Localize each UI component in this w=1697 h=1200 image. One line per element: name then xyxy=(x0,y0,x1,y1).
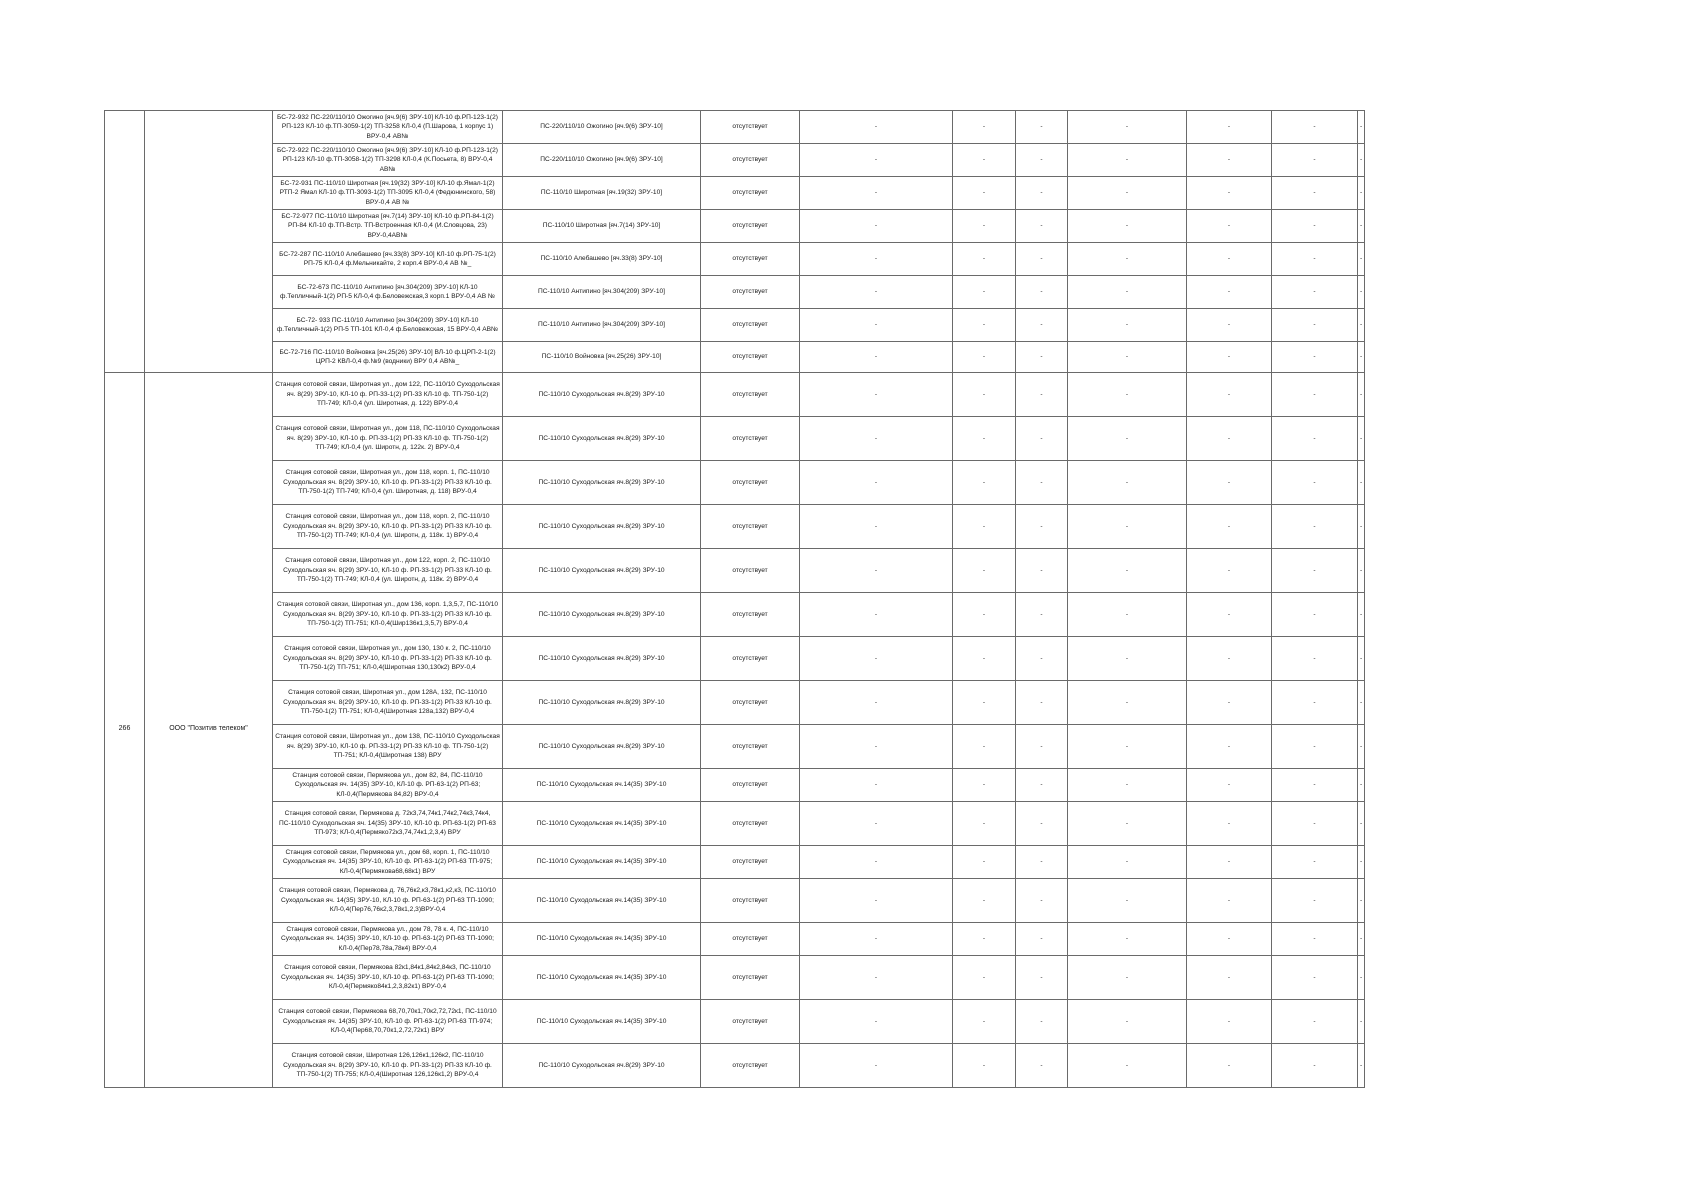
empty-value-cell: - xyxy=(1272,923,1358,956)
empty-value-cell: - xyxy=(1068,549,1187,593)
empty-value-cell: - xyxy=(1016,725,1068,769)
status-cell: отсутствует xyxy=(701,549,800,593)
empty-value-cell: - xyxy=(1068,417,1187,461)
empty-value-cell: - xyxy=(1068,111,1187,144)
empty-value-cell: - xyxy=(1016,342,1068,373)
status-cell: отсутствует xyxy=(701,243,800,276)
table-row xyxy=(105,342,1365,373)
empty-value-cell: - xyxy=(1187,549,1272,593)
empty-value-cell: - xyxy=(1187,309,1272,342)
empty-value-cell: - xyxy=(1016,505,1068,549)
empty-value-cell: - xyxy=(1187,846,1272,879)
row-number: 266 xyxy=(118,725,131,733)
object-description: Станция сотовой связи, Пермякова ул., дом 82, 84, ПС-110/10 Суходольская яч. 14(35) ЗРУ-10, КЛ-10 ф. РП-63-1(2) РП-63; КЛ-0,4(Пермякова 84,82) ВРУ-0,4 xyxy=(273,769,503,802)
empty-value-cell: - xyxy=(1068,144,1187,177)
empty-value-cell: - xyxy=(1272,769,1358,802)
empty-value-cell: - xyxy=(953,681,1016,725)
table-row xyxy=(105,846,1365,879)
organization-cell xyxy=(145,111,273,373)
empty-value-cell: - xyxy=(1016,210,1068,243)
power-center: ПС-220/110/10 Ожогино [яч.9(6) ЗРУ-10] xyxy=(503,144,701,177)
empty-value-cell: - xyxy=(953,923,1016,956)
table-row xyxy=(105,681,1365,725)
empty-value-cell: - xyxy=(1016,417,1068,461)
empty-value-cell: - xyxy=(1068,637,1187,681)
empty-value-cell: - xyxy=(1272,342,1358,373)
empty-value-cell: - xyxy=(1358,417,1365,461)
empty-value-cell: - xyxy=(953,637,1016,681)
empty-value-cell: - xyxy=(1016,802,1068,846)
object-description: Станция сотовой связи, Широтная ул., дом 138, ПС-110/10 Суходольская яч. 8(29) ЗРУ-10, КЛ-10 ф. РП-33-1(2) РП-33 КЛ-10 ф. ТП-750-1(2) ТП-751; КЛ-0,4(Широтная 138) ВРУ xyxy=(273,725,503,769)
empty-value-cell: - xyxy=(800,461,953,505)
power-center: ПС-110/10 Суходольская яч.14(35) ЗРУ-10 xyxy=(503,923,701,956)
empty-value-cell: - xyxy=(1016,373,1068,417)
table-row xyxy=(105,637,1365,681)
empty-value-cell: - xyxy=(1358,505,1365,549)
empty-value-cell: - xyxy=(1358,1044,1365,1088)
empty-value-cell: - xyxy=(1068,769,1187,802)
power-center: ПС-110/10 Суходольская яч.8(29) ЗРУ-10 xyxy=(503,417,701,461)
empty-value-cell: - xyxy=(953,417,1016,461)
empty-value-cell: - xyxy=(1358,725,1365,769)
power-center: ПС-110/10 Широтная [яч.7(14) ЗРУ-10] xyxy=(503,210,701,243)
power-center: ПС-110/10 Суходольская яч.14(35) ЗРУ-10 xyxy=(503,1000,701,1044)
empty-value-cell: - xyxy=(1272,1000,1358,1044)
empty-value-cell: - xyxy=(1068,276,1187,309)
object-description: Станция сотовой связи, Пермякова ул., дом 68, корп. 1, ПС-110/10 Суходольская яч. 14(35) ЗРУ-10, КЛ-10 ф. РП-63-1(2) РП-63 ТП-975; КЛ-0,4(Пермякова68,68к1) ВРУ xyxy=(273,846,503,879)
empty-value-cell: - xyxy=(1068,210,1187,243)
empty-value-cell: - xyxy=(1068,956,1187,1000)
empty-value-cell: - xyxy=(1016,769,1068,802)
empty-value-cell: - xyxy=(953,144,1016,177)
empty-value-cell: - xyxy=(1016,111,1068,144)
object-description: БС-72-922 ПС-220/110/10 Ожогино [яч.9(6) ЗРУ-10] КЛ-10 ф.РП-123-1(2) РП-123 КЛ-10 ф.ТП-3058-1(2) ТП-3298 КЛ-0,4 (К.Посьета, 8) ВРУ-0,4 АВ№ xyxy=(273,144,503,177)
empty-value-cell: - xyxy=(953,373,1016,417)
object-description: БС-72- 933 ПС-110/10 Антипино [яч.304(209) ЗРУ-10] КЛ-10 ф.Тепличный-1(2) РП-5 ТП-101 КЛ-0,4 ф.Беловежская, 15 ВРУ-0,4 АВ№ xyxy=(273,309,503,342)
table-body xyxy=(105,111,1365,1088)
power-center: ПС-110/10 Суходольская яч.8(29) ЗРУ-10 xyxy=(503,725,701,769)
object-description: Станция сотовой связи, Широтная ул., дом 122, корп. 2, ПС-110/10 Суходольская яч. 8(29) ЗРУ-10, КЛ-10 ф. РП-33-1(2) РП-33 КЛ-10 ф. ТП-750-1(2) ТП-749; КЛ-0,4 (ул. Широтн, д. 118к. 2) ВРУ-0,4 xyxy=(273,549,503,593)
empty-value-cell: - xyxy=(1016,144,1068,177)
status-cell: отсутствует xyxy=(701,956,800,1000)
power-center: ПС-110/10 Суходольская яч.8(29) ЗРУ-10 xyxy=(503,461,701,505)
empty-value-cell: - xyxy=(1016,1044,1068,1088)
empty-value-cell: - xyxy=(953,802,1016,846)
empty-value-cell: - xyxy=(1068,846,1187,879)
empty-value-cell: - xyxy=(1068,593,1187,637)
empty-value-cell: - xyxy=(800,769,953,802)
empty-value-cell: - xyxy=(953,956,1016,1000)
table-row xyxy=(105,177,1365,210)
status-cell: отсутствует xyxy=(701,276,800,309)
power-center: ПС-110/10 Алебашево [яч.33(8) ЗРУ-10] xyxy=(503,243,701,276)
empty-value-cell: - xyxy=(800,593,953,637)
empty-value-cell: - xyxy=(1016,177,1068,210)
object-description: Станция сотовой связи, Пермякова ул., дом 78, 78 к. 4, ПС-110/10 Суходольская яч. 14(35) ЗРУ-10, КЛ-10 ф. РП-63-1(2) РП-63 ТП-1090; КЛ-0,4(Пер78,78а,78к4) ВРУ-0,4 xyxy=(273,923,503,956)
empty-value-cell: - xyxy=(953,846,1016,879)
empty-value-cell: - xyxy=(1272,309,1358,342)
status-cell: отсутствует xyxy=(701,461,800,505)
empty-value-cell: - xyxy=(953,505,1016,549)
empty-value-cell: - xyxy=(1358,111,1365,144)
empty-value-cell: - xyxy=(800,549,953,593)
object-description: БС-72-931 ПС-110/10 Широтная [яч.19(32) ЗРУ-10] КЛ-10 ф.Ямал-1(2) РТП-2 Ямал КЛ-10 ф.ТП-3093-1(2) ТП-3095 КЛ-0,4 (Федюнинского, 58) ВРУ-0,4 АВ № xyxy=(273,177,503,210)
empty-value-cell: - xyxy=(1016,593,1068,637)
empty-value-cell: - xyxy=(1187,956,1272,1000)
status-cell: отсутствует xyxy=(701,1044,800,1088)
empty-value-cell: - xyxy=(953,549,1016,593)
empty-value-cell: - xyxy=(800,505,953,549)
empty-value-cell: - xyxy=(1068,373,1187,417)
empty-value-cell: - xyxy=(1272,549,1358,593)
status-cell: отсутствует xyxy=(701,802,800,846)
empty-value-cell: - xyxy=(1187,111,1272,144)
table-row xyxy=(105,144,1365,177)
status-cell: отсутствует xyxy=(701,210,800,243)
power-center: ПС-110/10 Суходольская яч.8(29) ЗРУ-10 xyxy=(503,1044,701,1088)
empty-value-cell: - xyxy=(1358,802,1365,846)
empty-value-cell: - xyxy=(800,956,953,1000)
empty-value-cell: - xyxy=(1016,637,1068,681)
empty-value-cell: - xyxy=(1187,461,1272,505)
object-description: Станция сотовой связи, Широтная ул., дом 118, корп. 1, ПС-110/10 Суходольская яч. 8(29) ЗРУ-10, КЛ-10 ф. РП-33-1(2) РП-33 КЛ-10 ф. ТП-750-1(2) ТП-749; КЛ-0,4 (ул. Широтная, д. 118) ВРУ-0,4 xyxy=(273,461,503,505)
table-row xyxy=(105,802,1365,846)
table-row xyxy=(105,243,1365,276)
empty-value-cell: - xyxy=(1187,144,1272,177)
empty-value-cell: - xyxy=(953,593,1016,637)
object-description: Станция сотовой связи, Широтная ул., дом 122, ПС-110/10 Суходольская яч. 8(29) ЗРУ-10, КЛ-10 ф. РП-33-1(2) РП-33 КЛ-10 ф. ТП-750-1(2) ТП-749; КЛ-0,4 (ул. Широтная, д. 122) ВРУ-0,4 xyxy=(273,373,503,417)
object-description: Станция сотовой связи, Широтная ул., дом 130, 130 к. 2, ПС-110/10 Суходольская яч. 8(29) ЗРУ-10, КЛ-10 ф. РП-33-1(2) РП-33 КЛ-10 ф. ТП-750-1(2) ТП-751; КЛ-0,4(Широтная 130,130к2) ВРУ-0,4 xyxy=(273,637,503,681)
power-center: ПС-110/10 Антипино [яч.304(209) ЗРУ-10] xyxy=(503,309,701,342)
empty-value-cell: - xyxy=(1187,342,1272,373)
empty-value-cell: - xyxy=(1358,549,1365,593)
power-center: ПС-220/110/10 Ожогино [яч.9(6) ЗРУ-10] xyxy=(503,111,701,144)
status-cell: отсутствует xyxy=(701,373,800,417)
empty-value-cell: - xyxy=(953,1044,1016,1088)
data-table xyxy=(104,110,1365,1088)
empty-value-cell: - xyxy=(1358,309,1365,342)
table-row xyxy=(105,210,1365,243)
object-description: БС-72-716 ПС-110/10 Войновка [яч.25(26) ЗРУ-10] ВЛ-10 ф.ЦРП-2-1(2) ЦРП-2 КВЛ-0,4 ф.№9 (водники) ВРУ 0,4 АВ№_ xyxy=(273,342,503,373)
empty-value-cell: - xyxy=(1187,725,1272,769)
empty-value-cell: - xyxy=(1272,1044,1358,1088)
empty-value-cell: - xyxy=(1272,725,1358,769)
object-description: Станция сотовой связи, Пермякова 82к1,84к1,84к2,84к3, ПС-110/10 Суходольская яч. 14(35) ЗРУ-10, КЛ-10 ф. РП-63-1(2) РП-63 ТП-1090; КЛ-0,4(Пермяко84к1,2,3,82к1) ВРУ-0,4 xyxy=(273,956,503,1000)
empty-value-cell: - xyxy=(1068,461,1187,505)
empty-value-cell: - xyxy=(1272,144,1358,177)
empty-value-cell: - xyxy=(1358,956,1365,1000)
empty-value-cell: - xyxy=(1068,725,1187,769)
empty-value-cell: - xyxy=(1068,342,1187,373)
empty-value-cell: - xyxy=(1016,243,1068,276)
table-row xyxy=(105,417,1365,461)
status-cell: отсутствует xyxy=(701,309,800,342)
table-row xyxy=(105,373,1365,417)
power-center: ПС-110/10 Суходольская яч.8(29) ЗРУ-10 xyxy=(503,681,701,725)
object-description: Станция сотовой связи, Пермякова д. 72к3,74,74к1,74к2,74к3,74к4, ПС-110/10 Суходольская яч. 14(35) ЗРУ-10, КЛ-10 ф. РП-63-1(2) РП-63 ТП-973; КЛ-0,4(Пермяко72к3,74,74к1,2,3,4) ВРУ xyxy=(273,802,503,846)
empty-value-cell: - xyxy=(1272,373,1358,417)
power-center: ПС-110/10 Суходольская яч.8(29) ЗРУ-10 xyxy=(503,373,701,417)
empty-value-cell: - xyxy=(1272,177,1358,210)
status-cell: отсутствует xyxy=(701,593,800,637)
empty-value-cell: - xyxy=(1272,210,1358,243)
empty-value-cell: - xyxy=(953,276,1016,309)
status-cell: отсутствует xyxy=(701,846,800,879)
empty-value-cell: - xyxy=(800,243,953,276)
power-center: ПС-110/10 Суходольская яч.14(35) ЗРУ-10 xyxy=(503,879,701,923)
empty-value-cell: - xyxy=(1187,681,1272,725)
empty-value-cell: - xyxy=(953,879,1016,923)
table-row xyxy=(105,111,1365,144)
object-description: Станция сотовой связи, Пермякова 68,70,70к1,70к2,72,72к1, ПС-110/10 Суходольская яч. 14(35) ЗРУ-10, КЛ-10 ф. РП-63-1(2) РП-63 ТП-974; КЛ-0,4(Пер68,70,70к1,2,72,72к1) ВРУ xyxy=(273,1000,503,1044)
table-row xyxy=(105,461,1365,505)
empty-value-cell: - xyxy=(953,461,1016,505)
power-center: ПС-110/10 Суходольская яч.8(29) ЗРУ-10 xyxy=(503,505,701,549)
status-cell: отсутствует xyxy=(701,111,800,144)
empty-value-cell: - xyxy=(1358,144,1365,177)
empty-value-cell: - xyxy=(1187,802,1272,846)
empty-value-cell: - xyxy=(1187,276,1272,309)
empty-value-cell: - xyxy=(1187,243,1272,276)
empty-value-cell: - xyxy=(1272,593,1358,637)
empty-value-cell: - xyxy=(1272,417,1358,461)
empty-value-cell: - xyxy=(1016,309,1068,342)
empty-value-cell: - xyxy=(800,111,953,144)
status-cell: отсутствует xyxy=(701,417,800,461)
power-center: ПС-110/10 Суходольская яч.8(29) ЗРУ-10 xyxy=(503,637,701,681)
power-center: ПС-110/10 Суходольская яч.14(35) ЗРУ-10 xyxy=(503,769,701,802)
empty-value-cell: - xyxy=(1272,505,1358,549)
empty-value-cell: - xyxy=(1187,177,1272,210)
object-description: Станция сотовой связи, Широтная 126,126к1,126к2, ПС-110/10 Суходольская яч. 8(29) ЗРУ-10, КЛ-10 ф. РП-33-1(2) РП-33 КЛ-10 ф. ТП-750-1(2) ТП-755; КЛ-0,4(Широтная 126,126к1,2) ВРУ-0,4 xyxy=(273,1044,503,1088)
empty-value-cell: - xyxy=(1068,1044,1187,1088)
power-center: ПС-110/10 Широтная [яч.19(32) ЗРУ-10] xyxy=(503,177,701,210)
empty-value-cell: - xyxy=(1068,923,1187,956)
power-center: ПС-110/10 Войновка [яч.25(26) ЗРУ-10] xyxy=(503,342,701,373)
empty-value-cell: - xyxy=(800,1000,953,1044)
empty-value-cell: - xyxy=(1358,276,1365,309)
empty-value-cell: - xyxy=(800,417,953,461)
empty-value-cell: - xyxy=(1016,461,1068,505)
table-row xyxy=(105,879,1365,923)
empty-value-cell: - xyxy=(1068,177,1187,210)
empty-value-cell: - xyxy=(1358,210,1365,243)
empty-value-cell: - xyxy=(800,879,953,923)
object-description: Станция сотовой связи, Широтная ул., дом 118, корп. 2, ПС-110/10 Суходольская яч. 8(29) ЗРУ-10, КЛ-10 ф. РП-33-1(2) РП-33 КЛ-10 ф. ТП-750-1(2) ТП-749; КЛ-0,4 (ул. Широтн, д. 118к. 1) ВРУ-0,4 xyxy=(273,505,503,549)
empty-value-cell: - xyxy=(953,769,1016,802)
empty-value-cell: - xyxy=(1187,769,1272,802)
empty-value-cell: - xyxy=(1272,802,1358,846)
table-row xyxy=(105,309,1365,342)
empty-value-cell: - xyxy=(800,802,953,846)
empty-value-cell: - xyxy=(1187,417,1272,461)
table-row xyxy=(105,1044,1365,1088)
empty-value-cell: - xyxy=(1358,177,1365,210)
empty-value-cell: - xyxy=(1272,879,1358,923)
empty-value-cell: - xyxy=(1068,309,1187,342)
empty-value-cell: - xyxy=(1358,593,1365,637)
empty-value-cell: - xyxy=(800,373,953,417)
empty-value-cell: - xyxy=(1187,879,1272,923)
status-cell: отсутствует xyxy=(701,342,800,373)
power-center: ПС-110/10 Суходольская яч.8(29) ЗРУ-10 xyxy=(503,549,701,593)
power-center: ПС-110/10 Антипино [яч.304(209) ЗРУ-10] xyxy=(503,276,701,309)
empty-value-cell: - xyxy=(800,923,953,956)
empty-value-cell: - xyxy=(800,637,953,681)
empty-value-cell: - xyxy=(1016,681,1068,725)
object-description: Станция сотовой связи, Широтная ул., дом 118, ПС-110/10 Суходольская яч. 8(29) ЗРУ-10, КЛ-10 ф. РП-33-1(2) РП-33 КЛ-10 ф. ТП-750-1(2) ТП-749; КЛ-0,4 (ул. Широтн, д. 122к. 2) ВРУ-0,4 xyxy=(273,417,503,461)
empty-value-cell: - xyxy=(1358,769,1365,802)
empty-value-cell: - xyxy=(1358,1000,1365,1044)
empty-value-cell: - xyxy=(1187,923,1272,956)
empty-value-cell: - xyxy=(1068,802,1187,846)
table-row xyxy=(105,549,1365,593)
empty-value-cell: - xyxy=(800,1044,953,1088)
empty-value-cell: - xyxy=(800,210,953,243)
empty-value-cell: - xyxy=(1358,846,1365,879)
empty-value-cell: - xyxy=(953,177,1016,210)
status-cell: отсутствует xyxy=(701,725,800,769)
empty-value-cell: - xyxy=(1358,243,1365,276)
object-description: БС-72-287 ПС-110/10 Алебашево [яч.33(8) ЗРУ-10] КЛ-10 ф.РП-75-1(2) РП-75 КЛ-0,4 ф.Мельникайте, 2 корп.4 ВРУ-0,4 АВ №_ xyxy=(273,243,503,276)
empty-value-cell: - xyxy=(800,144,953,177)
table-row xyxy=(105,1000,1365,1044)
empty-value-cell: - xyxy=(953,243,1016,276)
row-number-cell xyxy=(105,111,145,373)
empty-value-cell: - xyxy=(1068,1000,1187,1044)
empty-value-cell: - xyxy=(1016,1000,1068,1044)
status-cell: отсутствует xyxy=(701,923,800,956)
status-cell: отсутствует xyxy=(701,144,800,177)
status-cell: отсутствует xyxy=(701,769,800,802)
empty-value-cell: - xyxy=(1358,923,1365,956)
empty-value-cell: - xyxy=(1272,846,1358,879)
table-row xyxy=(105,769,1365,802)
empty-value-cell: - xyxy=(1187,637,1272,681)
empty-value-cell: - xyxy=(1358,342,1365,373)
empty-value-cell: - xyxy=(1272,111,1358,144)
empty-value-cell: - xyxy=(1068,505,1187,549)
empty-value-cell: - xyxy=(1272,681,1358,725)
empty-value-cell: - xyxy=(1272,637,1358,681)
power-center: ПС-110/10 Суходольская яч.8(29) ЗРУ-10 xyxy=(503,593,701,637)
status-cell: отсутствует xyxy=(701,177,800,210)
empty-value-cell: - xyxy=(1068,879,1187,923)
empty-value-cell: - xyxy=(800,177,953,210)
empty-value-cell: - xyxy=(1016,879,1068,923)
empty-value-cell: - xyxy=(1187,373,1272,417)
status-cell: отсутствует xyxy=(701,505,800,549)
object-description: Станция сотовой связи, Широтная ул., дом 128А, 132, ПС-110/10 Суходольская яч. 8(29) ЗРУ-10, КЛ-10 ф. РП-33-1(2) РП-33 КЛ-10 ф. ТП-750-1(2) ТП-751; КЛ-0,4(Широтная 128а,132) ВРУ-0,4 xyxy=(273,681,503,725)
status-cell: отсутствует xyxy=(701,681,800,725)
status-cell: отсутствует xyxy=(701,1000,800,1044)
object-description: БС-72-673 ПС-110/10 Антипино [яч.304(209) ЗРУ-10] КЛ-10 ф.Тепличный-1(2) РП-5 КЛ-0,4 ф.Беловежская,3 корп.1 ВРУ-0,4 АВ № xyxy=(273,276,503,309)
power-center: ПС-110/10 Суходольская яч.14(35) ЗРУ-10 xyxy=(503,802,701,846)
object-description: Станция сотовой связи, Широтная ул., дом 136, корп. 1,3,5,7, ПС-110/10 Суходольская яч. 8(29) ЗРУ-10, КЛ-10 ф. РП-33-1(2) РП-33 КЛ-10 ф. ТП-750-1(2) ТП-751; КЛ-0,4(Шир136к1,3,5,7) ВРУ-0,4 xyxy=(273,593,503,637)
empty-value-cell: - xyxy=(1358,879,1365,923)
organization-cell xyxy=(145,373,273,1088)
empty-value-cell: - xyxy=(1016,276,1068,309)
empty-value-cell: - xyxy=(1068,243,1187,276)
empty-value-cell: - xyxy=(953,725,1016,769)
empty-value-cell: - xyxy=(1187,1044,1272,1088)
empty-value-cell: - xyxy=(1272,461,1358,505)
empty-value-cell: - xyxy=(1187,1000,1272,1044)
power-center: ПС-110/10 Суходольская яч.14(35) ЗРУ-10 xyxy=(503,846,701,879)
empty-value-cell: - xyxy=(1187,593,1272,637)
table-row xyxy=(105,276,1365,309)
object-description: БС-72-977 ПС-110/10 Широтная [яч.7(14) ЗРУ-10] КЛ-10 ф.РП-84-1(2) РП-84 КЛ-10 ф.ТП-Встр. ТП-Встроенная КЛ-0,4 (И.Словцова, 23) ВРУ-0,4АВ№ xyxy=(273,210,503,243)
empty-value-cell: - xyxy=(953,309,1016,342)
empty-value-cell: - xyxy=(1358,373,1365,417)
empty-value-cell: - xyxy=(1358,681,1365,725)
empty-value-cell: - xyxy=(800,342,953,373)
empty-value-cell: - xyxy=(800,725,953,769)
empty-value-cell: - xyxy=(953,1000,1016,1044)
empty-value-cell: - xyxy=(1272,276,1358,309)
empty-value-cell: - xyxy=(800,681,953,725)
object-description: Станция сотовой связи, Пермякова д. 76,76к2,к3,78к1,к2,к3, ПС-110/10 Суходольская яч. 14(35) ЗРУ-10, КЛ-10 ф. РП-63-1(2) РП-63 ТП-1090; КЛ-0,4(Пер76,76к2,3,78к1,2,3)ВРУ-0,4 xyxy=(273,879,503,923)
empty-value-cell: - xyxy=(953,210,1016,243)
empty-value-cell: - xyxy=(1272,956,1358,1000)
empty-value-cell: - xyxy=(1187,210,1272,243)
table-row xyxy=(105,725,1365,769)
empty-value-cell: - xyxy=(953,111,1016,144)
empty-value-cell: - xyxy=(1358,637,1365,681)
table-row xyxy=(105,505,1365,549)
empty-value-cell: - xyxy=(1016,549,1068,593)
empty-value-cell: - xyxy=(800,309,953,342)
organization-name: ООО "Позитив телеком" xyxy=(169,725,248,733)
row-number-cell xyxy=(105,373,145,1088)
empty-value-cell: - xyxy=(1068,681,1187,725)
table-row xyxy=(105,923,1365,956)
empty-value-cell: - xyxy=(1187,505,1272,549)
empty-value-cell: - xyxy=(800,276,953,309)
empty-value-cell: - xyxy=(953,342,1016,373)
empty-value-cell: - xyxy=(1272,243,1358,276)
object-description: БС-72-932 ПС-220/110/10 Ожогино [яч.9(6) ЗРУ-10] КЛ-10 ф.РП-123-1(2) РП-123 КЛ-10 ф.ТП-3059-1(2) ТП-3258 КЛ-0,4 (П.Шарова, 1 корпус 1) ВРУ-0,4 АВ№ xyxy=(273,111,503,144)
status-cell: отсутствует xyxy=(701,637,800,681)
status-cell: отсутствует xyxy=(701,879,800,923)
power-center: ПС-110/10 Суходольская яч.14(35) ЗРУ-10 xyxy=(503,956,701,1000)
empty-value-cell: - xyxy=(1016,956,1068,1000)
empty-value-cell: - xyxy=(1016,846,1068,879)
empty-value-cell: - xyxy=(1016,923,1068,956)
table-row xyxy=(105,593,1365,637)
table-row xyxy=(105,956,1365,1000)
empty-value-cell: - xyxy=(800,846,953,879)
empty-value-cell: - xyxy=(1358,461,1365,505)
